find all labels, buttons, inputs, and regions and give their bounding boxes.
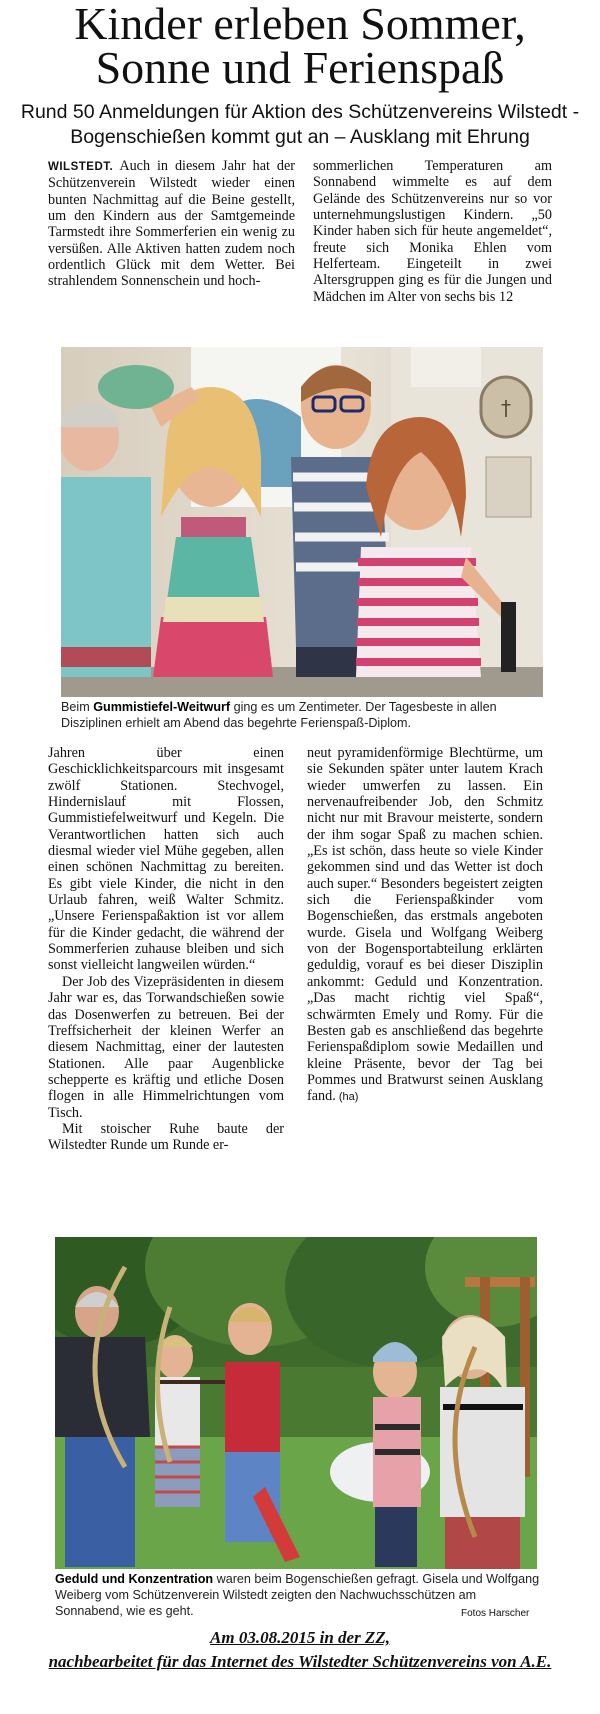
headline-line-2: Sonne und Ferienspaß (95, 42, 505, 93)
author-initials: (ha) (335, 1091, 359, 1104)
caption-1-bold: Gummistiefel-Weitwurf (93, 700, 231, 714)
archery-photo-illustration (55, 1237, 537, 1569)
photo-gummistiefel-weitwurf (61, 347, 543, 697)
photo-credit: Fotos Harscher (461, 1608, 530, 1619)
caption-2-bold: Geduld und Konzentration (55, 1572, 214, 1586)
article-paragraph-3: Mit stoischer Ruhe baute der Wilstedter Runde um Runde er- (48, 1120, 284, 1154)
footer-line-2: nachbearbeitet für das Internet des Wilstedter Schützenvereins von A.E. (48, 1652, 552, 1671)
article-text-col2-bottom: neut pyramidenförmige Blechtürme, um sie Sekunden später unter lautem Krach wieder umwerfen zu lassen. Ein nervenaufreibender Job, den Schmitz nicht nur mit Bravour meisterte, sondern der ihm sogar Spaß zu machen schien. „Es ist schön, dass heute so viele Kinder gekommen sind und das Wetter ist doch auch super.“ Besonders begeistert zeigten sich die Ferienspaßkinder vom Bogenschießen, das erstmals angeboten wurde. Gisela und Wolfgang Weiberg von der Bogensportabteilung erklärten geduldig, vorauf es bei dieser Disziplin ankommt: Geduld und Konzentration. „Das macht richtig viel Spaß“, schwärmten Emely und Romy. Für die Besten gab es anschließend das begehrte Ferienspaßdiplom sowie Medaillen und kleine Präsente, bevor der Tag bei Pommes und Bratwurst seinen Ausklang fand. (307, 745, 543, 1105)
caption-2-text: waren beim Bogenschießen gefragt. Gisela und Wolfgang Weiberg vom Schützenverein Wilstedt zeigten den Nachwuchsschützen am Sonnabend, wie es geht. (55, 1572, 540, 1618)
headline (0, 0, 600, 93)
dateline: WILSTEDT. (48, 161, 114, 173)
article-column-2-top (313, 158, 552, 328)
article-text-col2-top: sommerlichen Temperaturen am Sonnabend wimmelte es auf dem Gelände des Schützenvereins nur so vor unternehmungslustigen Kindern. „50 Kinder haben sich für heute angemeldet“, freute sich Monika Ehlen vom Helferteam. Eingeteilt in zwei Altersgruppen ging es für die Jungen und Mädchen im Alter von sechs bis 12 (313, 158, 552, 305)
article-column-2-bottom (307, 745, 543, 1190)
article-intro-text: Auch in diesem Jahr hat der Schützenverein Wilstedt wieder einen bunten Nachmittag auf die Beine gestellt, um den Kindern aus der Samtgemeinde Tarmstedt ihre Sommerferien ein wenig zu versüßen. Alle Aktiven hatten zudem noch ordentlich Glück mit dem Wetter. Bei strahlendem Sonnenschein und hoch- (48, 158, 295, 290)
subheadline-line-1: Rund 50 Anmeldungen für Aktion des Schützenvereins Wilstedt - (20, 101, 580, 123)
article-paragraph-1: Jahren über einen Geschicklichkeitsparcours mit insgesamt zwölf Stationen. Stechvogel, Hindernislauf mit Flossen, Gummistiefelweitwurf und Kegeln. Die Verantwortlichen hatten sich auch diesmal wieder viel Mühe gegeben, allen einen schönen Nachmittag zu bereiten. Es gibt viele Kinder, die nicht in den Urlaub fahren, weiß Walter Schmitz. „Unsere Ferienspaßaktion ist vor allem für die Kinder gedacht, die während der Sommerferien zuhause bleiben und sich sonst vielleicht langweilen würden.“ (48, 745, 284, 974)
children-photo-illustration (61, 347, 543, 697)
caption-1-text: ging es um Zentimeter. Der Tagesbeste in allen Disziplinen erhielt am Abend das begehrte Ferienspaß-Diplom. (61, 700, 497, 730)
headline-line-1: Kinder erleben Sommer, (74, 0, 526, 49)
photo-bogenschiessen (55, 1237, 537, 1569)
footer-line-1: Am 03.08.2015 in der ZZ, (210, 1628, 390, 1647)
article-column-1-top (48, 158, 295, 328)
photo-1-caption (61, 699, 543, 731)
caption-1-prefix: Beim (61, 700, 94, 714)
subheadline-line-2: Bogenschießen kommt gut an – Ausklang mit Ehrung (70, 126, 530, 148)
svg-text:†: † (501, 396, 511, 420)
article-paragraph-2: Der Job des Vizepräsidenten in diesem Jahr war es, das Torwandschießen sowie das Dosenwerfen zu betreuen. Bei der Treffsicherheit der kleinen Werfer an diesem Nachmittag, einer der lautesten Stationen. Alle paar Augenblicke schepperte es kräftig und etliche Dosen flogen in alle Himmelrichtungen vom Tisch. (48, 973, 284, 1121)
article-column-1-bottom (48, 745, 284, 1219)
subheadline (0, 100, 600, 150)
